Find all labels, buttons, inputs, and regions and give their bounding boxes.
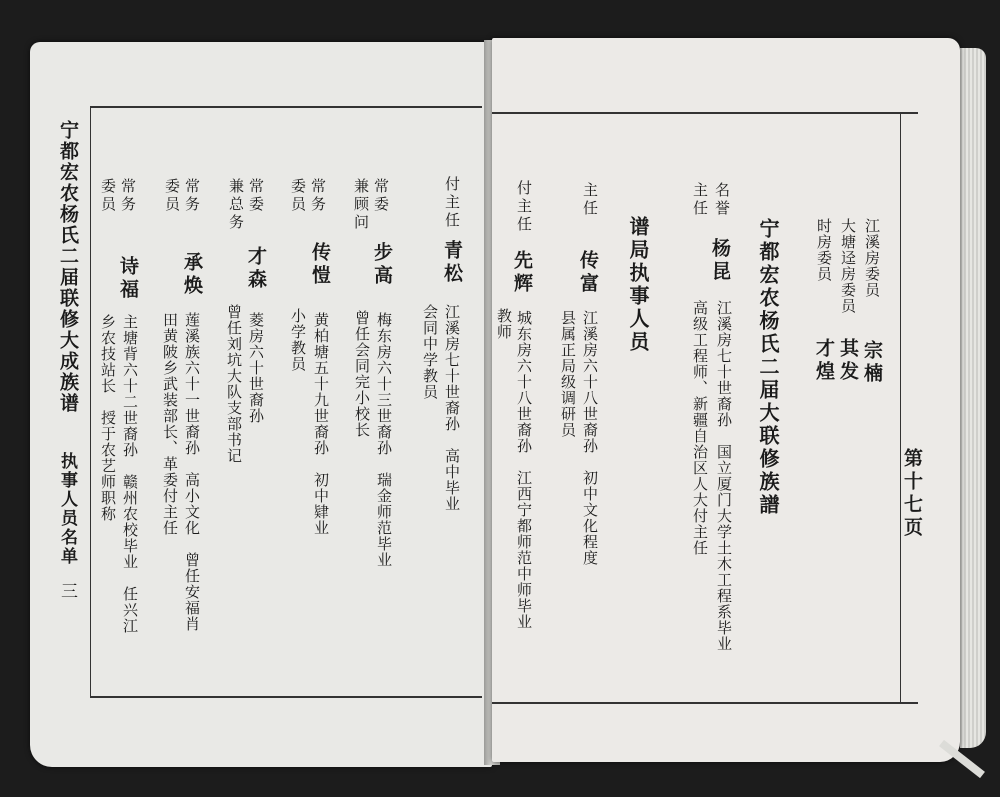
role-label: 常委 bbox=[247, 178, 265, 214]
member-note: 教师 bbox=[495, 308, 513, 340]
spine-handwritten: 三 bbox=[57, 582, 77, 599]
member-name: 才森 bbox=[245, 246, 267, 292]
left-page bbox=[30, 42, 492, 767]
committee-name: 才煌 bbox=[813, 338, 835, 384]
committee-name: 宗楠 bbox=[861, 340, 883, 386]
role-label: 名誉 bbox=[713, 182, 731, 218]
committee-origin: 江溪房委员 bbox=[863, 218, 881, 298]
member-name: 传富 bbox=[577, 250, 599, 296]
committee-name: 其发 bbox=[837, 338, 859, 384]
committee-origin: 大塘迳房委员 bbox=[839, 218, 857, 314]
role-label: 委员 bbox=[163, 178, 181, 214]
role-label: 付主任 bbox=[443, 176, 461, 230]
member-note: 田黄陂乡武装部长、革委付主任 bbox=[161, 312, 179, 536]
member-name: 先辉 bbox=[511, 250, 533, 296]
role-label: 兼总务 bbox=[227, 178, 245, 232]
left-margin-rule bbox=[90, 106, 91, 696]
member-name: 传愷 bbox=[309, 242, 331, 288]
member-note: 曾任刘坑大队支部书记 bbox=[225, 304, 243, 464]
member-note: 县属正局级调研员 bbox=[559, 310, 577, 438]
member-note: 主塘背六十二世裔孙 赣州农校毕业 任兴江 bbox=[121, 314, 139, 634]
member-note: 小学教员 bbox=[289, 308, 307, 372]
spine-title: 宁都宏农杨氏二届联修大成族谱 bbox=[57, 120, 79, 414]
role-label: 委员 bbox=[99, 178, 117, 214]
member-name: 青松 bbox=[441, 240, 463, 286]
member-name: 诗福 bbox=[117, 256, 139, 302]
section-title: 谱局执事人员 bbox=[626, 216, 650, 354]
role-label: 主任 bbox=[691, 182, 709, 218]
member-note: 莲溪族六十一世裔孙 高小文化 曾任安福肖 bbox=[183, 312, 201, 632]
member-note: 乡农技站长 授于农艺师职称 bbox=[99, 314, 117, 522]
member-name: 杨昆 bbox=[709, 238, 731, 284]
member-name: 步高 bbox=[371, 242, 393, 288]
document-title: 宁都宏农杨氏二届大联修族譜 bbox=[756, 218, 780, 517]
right-page bbox=[492, 38, 960, 762]
member-note: 菱房六十世裔孙 bbox=[247, 312, 265, 424]
member-name: 承焕 bbox=[181, 252, 203, 298]
role-label: 常务 bbox=[309, 178, 327, 214]
member-note: 江溪房六十八世裔孙 初中文化程度 bbox=[581, 310, 599, 566]
member-note: 黄柏塘五十九世裔孙 初中肄业 bbox=[312, 312, 330, 536]
member-note: 江溪房七十世裔孙 高中毕业 bbox=[443, 304, 461, 512]
role-label: 常委 bbox=[372, 178, 390, 214]
member-note: 梅东房六十三世裔孙 瑞金师范毕业 bbox=[375, 312, 393, 568]
member-note: 高级工程师、新疆自治区人大付主任 bbox=[691, 300, 709, 556]
right-margin-rule bbox=[900, 112, 901, 702]
role-label: 委员 bbox=[289, 178, 307, 214]
member-note: 会同中学教员 bbox=[421, 304, 439, 400]
role-label: 常务 bbox=[183, 178, 201, 214]
committee-origin: 时房委员 bbox=[815, 218, 833, 282]
page-edges bbox=[960, 48, 986, 748]
member-note: 城东房六十八世裔孙 江西宁都师范中师毕业 bbox=[515, 310, 533, 630]
left-page-frame bbox=[90, 106, 482, 698]
page-number: 第十七页 bbox=[901, 448, 923, 540]
role-label: 付主任 bbox=[515, 180, 533, 234]
member-note: 江溪房七十世裔孙 国立厦门大学土木工程系毕业 bbox=[715, 300, 733, 652]
spine-section: 执事人员名单 bbox=[57, 452, 77, 566]
member-note: 曾任会同完小校长 bbox=[353, 310, 371, 438]
role-label: 主任 bbox=[581, 182, 599, 218]
role-label: 常务 bbox=[119, 178, 137, 214]
role-label: 兼顾问 bbox=[352, 178, 370, 232]
